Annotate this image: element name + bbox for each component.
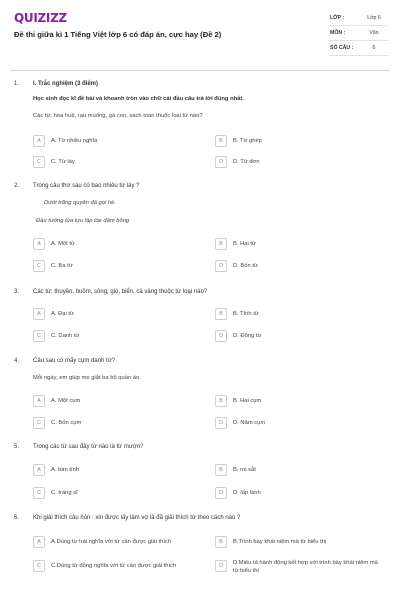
option-text: A. Một cụm [51, 398, 81, 404]
meta-key: LỚP : [330, 15, 345, 21]
meta-key: SỐ CÂU : [330, 45, 354, 51]
option-text: C.Dùng từ đồng nghĩa với từ cần được giải thích [51, 563, 177, 569]
option-text: A.Dùng từ trái nghĩa với từ cần được giải thích [51, 539, 172, 545]
question-text: Câu sau có mấy cụm danh từ? [33, 358, 116, 364]
option-c[interactable] [33, 560, 176, 572]
option-text: B. roi sắt [233, 467, 256, 473]
option-text: A. bàn tính [51, 467, 80, 473]
question-instruction: Học sinh đọc kĩ đề bài và khoanh tròn vào chữ cái đầu câu trả lời đúng nhất. [33, 96, 244, 102]
meta-row-subject [330, 26, 388, 41]
option-text: A. Đại từ [51, 311, 74, 317]
question-number: 1. [14, 81, 20, 87]
option-letter-box: A [33, 308, 45, 320]
option-text: B. Hai cụm [233, 398, 262, 404]
option-letter-box: B [215, 464, 227, 476]
meta-row-class [330, 11, 388, 26]
poem-line: Đầu tường lửa lựu lập lòe đâm bông [36, 218, 130, 224]
meta-row-count [330, 41, 388, 56]
option-c[interactable] [33, 260, 73, 272]
option-text: C. tráng sĩ [51, 490, 78, 496]
poem-line: Dưới trăng quyên đã gọi hè. [44, 200, 116, 206]
option-a[interactable] [33, 395, 80, 407]
option-d[interactable] [215, 156, 260, 168]
option-text: D. lấp lánh [233, 490, 261, 496]
option-d[interactable] [215, 560, 383, 572]
meta-value: 6 [372, 45, 376, 51]
option-a[interactable] [33, 464, 79, 476]
option-letter-box: A [33, 536, 45, 548]
option-letter-box: D [215, 417, 227, 429]
option-letter-box: A [33, 395, 45, 407]
option-d[interactable] [215, 417, 265, 429]
option-d[interactable] [215, 330, 261, 342]
option-b[interactable] [215, 308, 259, 320]
meta-value: Văn [369, 30, 379, 36]
option-letter-box: D [215, 487, 227, 499]
option-letter-box: D [215, 560, 227, 572]
option-text: D.Miêu tả hành động kết hợp với trình bày khái niệm mà từ biểu thị [233, 560, 378, 574]
question-number: 3. [14, 289, 20, 295]
option-letter-box: C [33, 560, 45, 572]
option-a[interactable] [33, 238, 75, 250]
option-text: C. Từ láy [51, 159, 75, 165]
option-text: C. Ba từ [51, 263, 73, 269]
option-b[interactable] [215, 238, 256, 250]
meta-value: Lớp 6 [367, 15, 381, 21]
option-c[interactable] [33, 330, 79, 342]
option-letter-box: B [215, 536, 227, 548]
question-prompt: Mỗi ngày, em giúp mẹ giặt ba bộ quần áo. [33, 375, 141, 381]
question-number: 6. [14, 515, 20, 521]
option-c[interactable] [33, 417, 81, 429]
question-text: I. Trắc nghiệm (3 điểm) [33, 81, 99, 87]
meta-key: MÔN : [330, 30, 346, 36]
option-letter-box: B [215, 238, 227, 250]
question-text: Trong các từ sau đây từ nào là từ mượn? [33, 444, 144, 450]
option-text: D. Từ đơn [233, 159, 260, 165]
option-text: B. Hai từ [233, 241, 256, 247]
option-a[interactable] [33, 536, 171, 548]
option-letter-box: C [33, 330, 45, 342]
option-letter-box: B [215, 308, 227, 320]
page-header [0, 0, 400, 64]
option-letter-box: A [33, 238, 45, 250]
option-letter-box: C [33, 260, 45, 272]
option-text: A. Một từ [51, 241, 75, 247]
question-text: Trong câu thơ sau có bao nhiêu từ láy ? [33, 183, 140, 189]
option-letter-box: B [215, 135, 227, 147]
option-letter-box: C [33, 417, 45, 429]
header-divider [10, 70, 390, 71]
option-text: B. Từ ghép [233, 138, 262, 144]
question-number: 4. [14, 358, 20, 364]
option-text: B. Tính từ [233, 311, 259, 317]
option-letter-box: A [33, 135, 45, 147]
question-text: Các từ: thuyền, buồm, sông, gió, biển, cá vàng thuộc từ loại nào? [33, 289, 208, 295]
option-text: D. Năm cụm [233, 420, 266, 426]
option-text: C. Danh từ [51, 333, 80, 339]
option-letter-box: C [33, 487, 45, 499]
option-letter-box: D [215, 260, 227, 272]
option-letter-box: B [215, 395, 227, 407]
meta-table [330, 11, 388, 56]
option-b[interactable] [215, 135, 262, 147]
option-c[interactable] [33, 487, 78, 499]
question-prompt: Các từ: hoa huệ, rau muống, gà con, sách toán thuộc loại từ nào? [33, 113, 203, 119]
option-letter-box: A [33, 464, 45, 476]
option-text: D. Động từ [233, 333, 262, 339]
question-text: Khi giải thích câu hỏn : xin được lấy làm vợ là đã giải thích từ theo cách nào ? [33, 515, 241, 521]
question-number: 2. [14, 183, 20, 189]
option-c[interactable] [33, 156, 75, 168]
option-text: A. Từ nhiều nghĩa [51, 138, 98, 144]
option-letter-box: D [215, 156, 227, 168]
question-number: 5. [14, 444, 20, 450]
option-d[interactable] [215, 260, 258, 272]
option-a[interactable] [33, 135, 97, 147]
option-b[interactable] [215, 464, 256, 476]
option-text: C. Bốn cụm [51, 420, 82, 426]
option-b[interactable] [215, 536, 326, 548]
option-a[interactable] [33, 308, 74, 320]
option-d[interactable] [215, 487, 261, 499]
page-title: Đề thi giữa kì 1 Tiếng Việt lớp 6 có đáp án, cực hay (Đề 2) [14, 30, 222, 39]
option-text: D. Bốn từ [233, 263, 258, 269]
option-letter-box: C [33, 156, 45, 168]
option-b[interactable] [215, 395, 261, 407]
option-letter-box: D [215, 330, 227, 342]
quizizz-logo: QUIZIZZ [14, 11, 67, 25]
option-text: B.Trình bày khái niệm mà từ biểu thị [233, 539, 327, 545]
